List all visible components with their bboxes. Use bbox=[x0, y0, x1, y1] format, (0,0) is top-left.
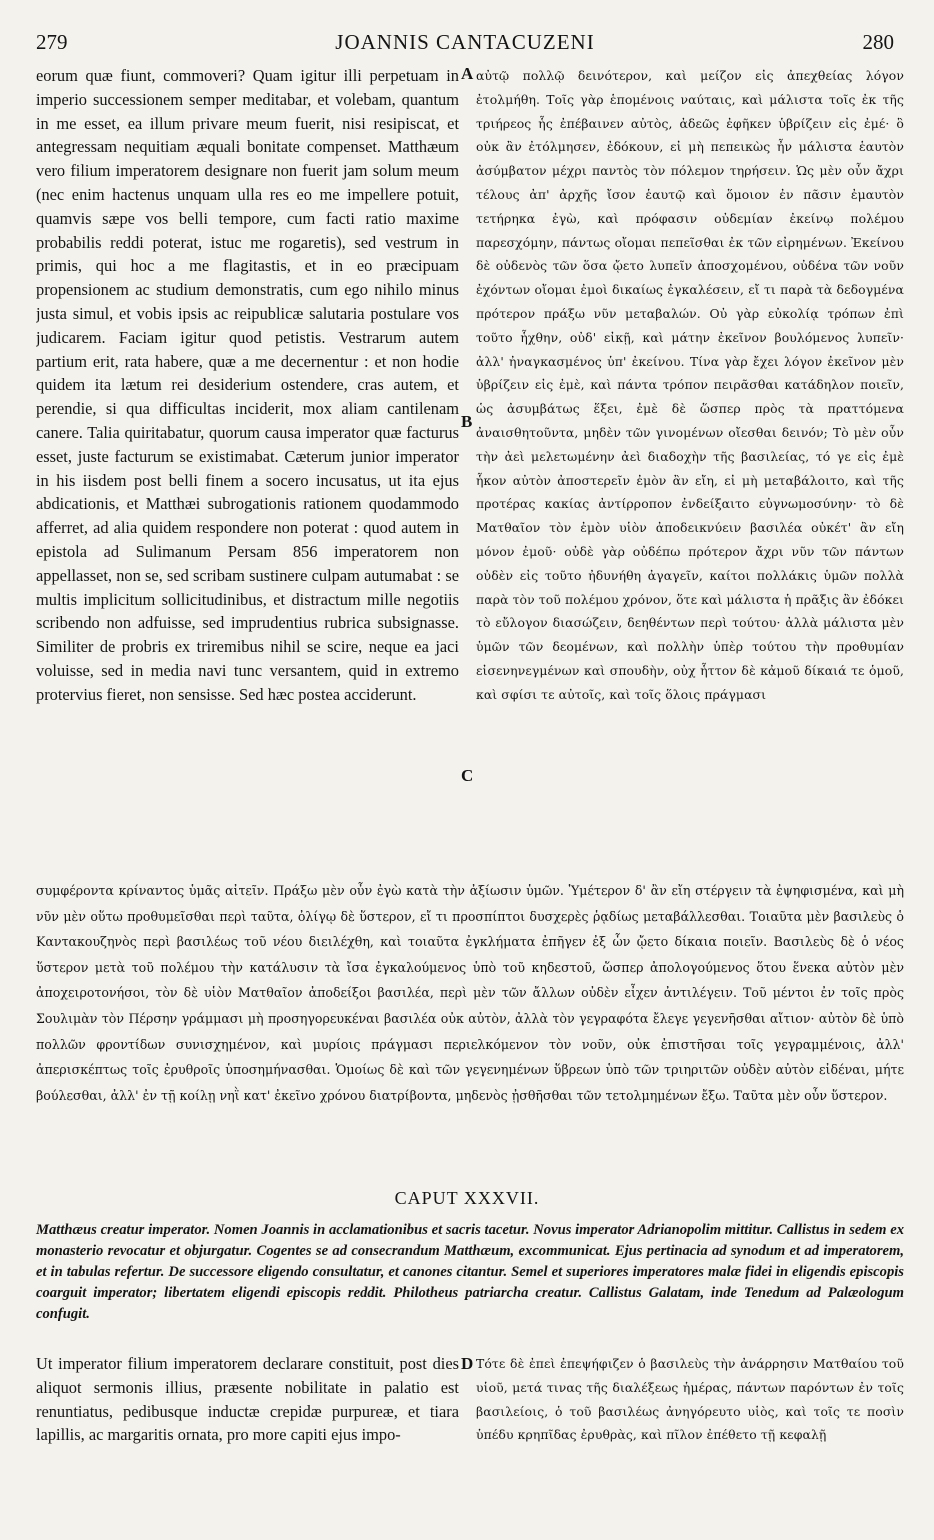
chapter-heading: CAPUT XXXVII. bbox=[394, 1188, 540, 1208]
page-number-right: 280 bbox=[862, 30, 894, 54]
margin-mark-b: B bbox=[461, 412, 473, 431]
running-header bbox=[36, 30, 894, 60]
latin-bottom-text: Ut imperator filium imperatorem declarare constituit, post dies aliquot sermonis illius, præsente nobilitate in palatio est renuntiatus, pedibusque inductæ crepidæ purpureæ, et tiara lapillis, ac margaritis ornata, pro more capiti ejus impo- bbox=[36, 1354, 459, 1445]
margin-mark-d: D bbox=[461, 1354, 474, 1373]
greek-column-bottom bbox=[476, 1352, 904, 1512]
running-title: JOANNIS CANTACUZENI bbox=[335, 30, 595, 54]
margin-mark-a: A bbox=[461, 64, 474, 83]
page-number-left: 279 bbox=[36, 30, 68, 54]
margin-mark-c: C bbox=[461, 766, 474, 785]
greek-bottom-text: Τότε δὲ ἐπεὶ ἐπεψήφιζεν ὁ βασιλεὺς τὴν ἀνάρρησιν Ματθαίου τοῦ υἱοῦ, μετά τινας τῆς διαλέξεως ἡμέρας, πάντων παρόντων ἐν τοῖς βασιλείοις, ὁ τοῦ βασιλέως ἀνηγόρευτο υἱὸς, καὶ τοῖς τε ποσὶν ὑπέδυ κρηπῖδας ἐρυθρὰς, καὶ πῖλον ἐπέθετο τῇ κεφαλῇ bbox=[476, 1356, 904, 1443]
latin-text: eorum quæ fiunt, commoveri? Quam igitur illi perpetuam in imperio successionem semper meditabar, et volebam, quantum in me esset, ea illum privare meum fuerit, nisi resipiscat, et antegressam nequitiam æquali bonitate compenset. Matthæum vero filium imperatorem designare non fuerit jam solum meum (nec enim hactenus unquam ulla res eo me impellere potuit, quamvis sæpe vos belli tempore, cum facti ratio maxime probabilis reddi poterat, istuc me rogaretis), sed vestrum in primis, qui hoc a me flagitastis, et in eo præcipuam propensionem ac studium demonstratis, cum ego nihilo minus justa simul, et vobis ipsis ac reipublicæ salutaria postulare vos judicarem. Faciam igitur quod petistis. Vestrarum autem partium erit, rata habere, quæ a me decernentur : et non hodie quidem ita lætum rei desiderium ostendere, cras autem, et perendie, si qua difficultas inciderit, mox aliam cantilenam canere. Talia quiritabatur, quorum causa imperator quæ facturus esset, juste facturum se existimabat. Cæterum junior imperator in his iisdem post belli finem a socero incusatus, ut ita ejus abdicationis, et Matthæi subrogationis rationem quodammodo afferret, ad alia quidem respondere non poterat : quod autem in epistola ad Sulimanum Persam 856 imperatorem non appellasset, non se, sed scribam sustinere culpam autumabat : se multis implicitum sollicitudinibus, et distractum mille negotiis scribendo non adfuisse, sed imprudentius rubrica subsignasse. Similiter de probris ex triremibus nihil se scire, neque ea jaci voluisse, sed in media navi tunc versantem, quid in extremo protervius fieret, non sensisse. Sed hæc postea acciderunt. bbox=[36, 66, 459, 704]
greek-text: αὐτῷ πολλῷ δεινότερον, καὶ μείζον εἰς ἀπεχθείας λόγον ἐτολμήθη. Τοῖς γὰρ ἑπομένοις ναύταις, καὶ μάλιστα τοῖς ἐκ τῆς τριήρεος ἧς ἐπέβαινεν αὐτὸς, ἀδεῶς ἐφῆκεν ὑβρίζειν εἰς ἐμέ· ὃ οὐκ ἂν ἐτόλμησεν, ἐδόκουν, εἰ μὴ πεπεικὼς ἦν μάλιστα ἑαυτὸν ἀσύμβατον μέχρι παντὸς τὸν πόλεμον τηρήσειν. Ὡς μὲν οὖν ἄχρι τέλους ἀπ' ἀρχῆς ἴσον ἑαυτῷ καὶ ὅμοιον ἐν πᾶσιν ἐμαυτὸν τετήρηκα ἐγὼ, καὶ πρόφασιν οὐδεμίαν ἐκείνῳ πολέμου παρεσχόμην, πάντως οἴομαι πεπεῖσθαι ἐκ τῶν εἰρημένων. Ἐκείνου δὲ οὐδενὸς τῶν ὅσα ᾤετο λυπεῖν ἀποσχομένου, οὐδένα τῶν νοῦν ἐχόντων οἴομαι ἐμοὶ δικαίως ἐγκαλέσειν, εἴ τι παρὰ τὰ δεδογμένα πρότερον πράξω νῦν μεταβαλών. Οὐ γὰρ εὐκολίᾳ τρόπων ἐπὶ τοῦτο ἧχθην, οὐδ' εἰκῇ, καὶ μάτην ἐκεῖνον βουλόμενος λυπεῖν· ἀλλ' ἠναγκασμένος ὑπ' ἐκείνου. Τίνα γὰρ ἔχει λόγον ἐκεῖνον μὲν ὑβρίζειν εἰς ἐμὲ, καὶ πάντα τρόπον πειρᾶσθαι κατάδηλον ποιεῖν, ὡς ἀσυμβάτως ἕξει, ἐμὲ δὲ ὥσπερ πρὸς τὰ πραττόμενα ἀναισθητοῦντα, μηδὲν τῶν γινομένων οἴεσθαι δεινόν; Τὸ μὲν οὖν τὴν ἀεὶ μελετωμένην ἀεὶ διαδοχὴν τῆς βασιλείας, τό γε εἰς ἐμὲ ἧκον αὐτὸν ἀποστερεῖν ἐμὸν ἂν εἴη, εἰ μὴ μεταβάλοιτο, καὶ τῆς προτέρας κακίας ἀντίρροπον ἐνδείξαιτο εὐγνωμοσύνην· τὸ δὲ Ματθαῖον τὸν ἐμὸν υἱὸν ἀποδεικνύειν βασιλέα οὐκέτ' ἂν εἴη μόνον ἐμοῦ· οὐδὲ γὰρ οὐδέπω πρότερον ἄχρι νῦν τῶν πάντων οὐδὲν εἰς τοῦτο ἠδυνήθη ἀγαγεῖν, καίτοι πολλάκις ὑμῶν πολλὰ παρὰ τὸν τοῦ πολέμου χρόνον, ὅτε καὶ μάλιστα ἡ πρᾶξις ἂν ἐδόκει τὸ εὔλογον διασώζειν, δεηθέντων περὶ τούτου· ἀλλὰ μάλιστα μὲν ὑμῶν τῶν δεομένων, καὶ πολλὴν ὑπὲρ τούτου τὴν προθυμίαν εἰσενηνεγμένων καὶ σπουδὴν, οὐχ ἧττον δὲ κἀμοῦ δίκαιά τε ὁμοῦ, καὶ σφίσι τε αὐτοῖς, καὶ τοῖς ὅλοις πράγμασι bbox=[476, 68, 904, 702]
greek-full-text: συμφέροντα κρίναντος ὑμᾶς αἰτεῖν. Πράξω μὲν οὖν ἐγὼ κατὰ τὴν ἀξίωσιν ὑμῶν. Ὑμέτερον δ' ἂν εἴη στέργειν τὰ ἐψηφισμένα, καὶ μὴ νῦν μὲν οὕτω προθυμεῖσθαι περὶ ταῦτα, ὀλίγῳ δὲ ὕστερον, εἴ τι προσπίπτοι δυσχερὲς ῥᾳδίως μεταβάλλεσθαι. Τοιαῦτα μὲν βασιλεὺς ὁ Καντακουζηνὸς περὶ βασιλέως τοῦ νέου διειλέχθη, καὶ τοιαῦτα ἐγκλήματα ἐπῆγεν ἐξ ὧν ᾤετο δίκαια ποιεῖν. Βασιλεὺς δὲ ὁ νέος ὕστερον μετὰ τοῦ πολέμου τὴν κατάλυσιν τὰ ἴσα ἐγκαλούμενος ὑπὸ τοῦ κηδεστοῦ, ὥσπερ ἀπολογούμενος ὅτου ἕνεκα αὐτὸν μὲν ἀποχειροτονήσοι, τὸν δὲ υἱὸν Ματθαῖον ἀποδείξοι βασιλέα, περὶ μὲν τῶν ἄλλων οὐδὲν εἶχεν ἀντιλέγειν. Τοῦ μέντοι ἐν τοῖς πρὸς Σουλιμὰν τὸν Πέρσην γράμμασι μὴ προσηγορευκέναι βασιλέα οὐκ αὐτὸν, ἀλλὰ τὸν γεγραφότα ἔλεγε γεγενῆσθαι αἴτιον· αὐτὸν δὲ ὑπὸ πολλῶν φροντίδων συνισχημένον, καὶ μυρίοις πράγμασι περιελκόμενον τὸν νοῦν, οὐκ ἐπιστῆσαι τοῖς γεγραμμένοις, ἀλλ' ἀπερισκέπτως τοῖς ἐρυθροῖς ὑποσημήνασθαι. Ὁμοίως δὲ καὶ τῶν γεγενημένων ὕβρεων ὑπὸ τῶν τριηριτῶν οὐδὲν αὐτὸν εἰδέναι, μήτε βούλεσθαι, ἀλλ' ἐν τῇ κοίλῃ νηῒ κατ' ἐκεῖνο χρόνου διατρίβοντα, μηδενὸς ᾐσθῆσθαι τῶν τετολμημένων ἔξω. Ταῦτα μὲν οὖν ὕστερον. bbox=[36, 883, 904, 1103]
latin-column-bottom bbox=[36, 1352, 459, 1512]
greek-fullwidth-paragraph bbox=[36, 878, 904, 1168]
chapter-summary: Matthæus creatur imperator. Nomen Joannis in acclamationibus et sacris tacetur. Novus imperator Adrianopolim mittitur. Callistus in sedem ex monasterio revocatur et objurgatur. Cogentes se ad consecrandum Matthæum, excommunicat. Ejus pertinacia ad synodum et ad imperatorem, et in tabulas refertur. De successore eligendo consultatur, et canones citantur. Semel et superiores imperatores malæ fidei in eligendis episcopis coarguit imperator; libertatem eligendi episcopis reddit. Philotheus patriarcha creatur. Callistus Galatam, inde Tenedum ad Palæologum confugit. bbox=[36, 1222, 904, 1322]
